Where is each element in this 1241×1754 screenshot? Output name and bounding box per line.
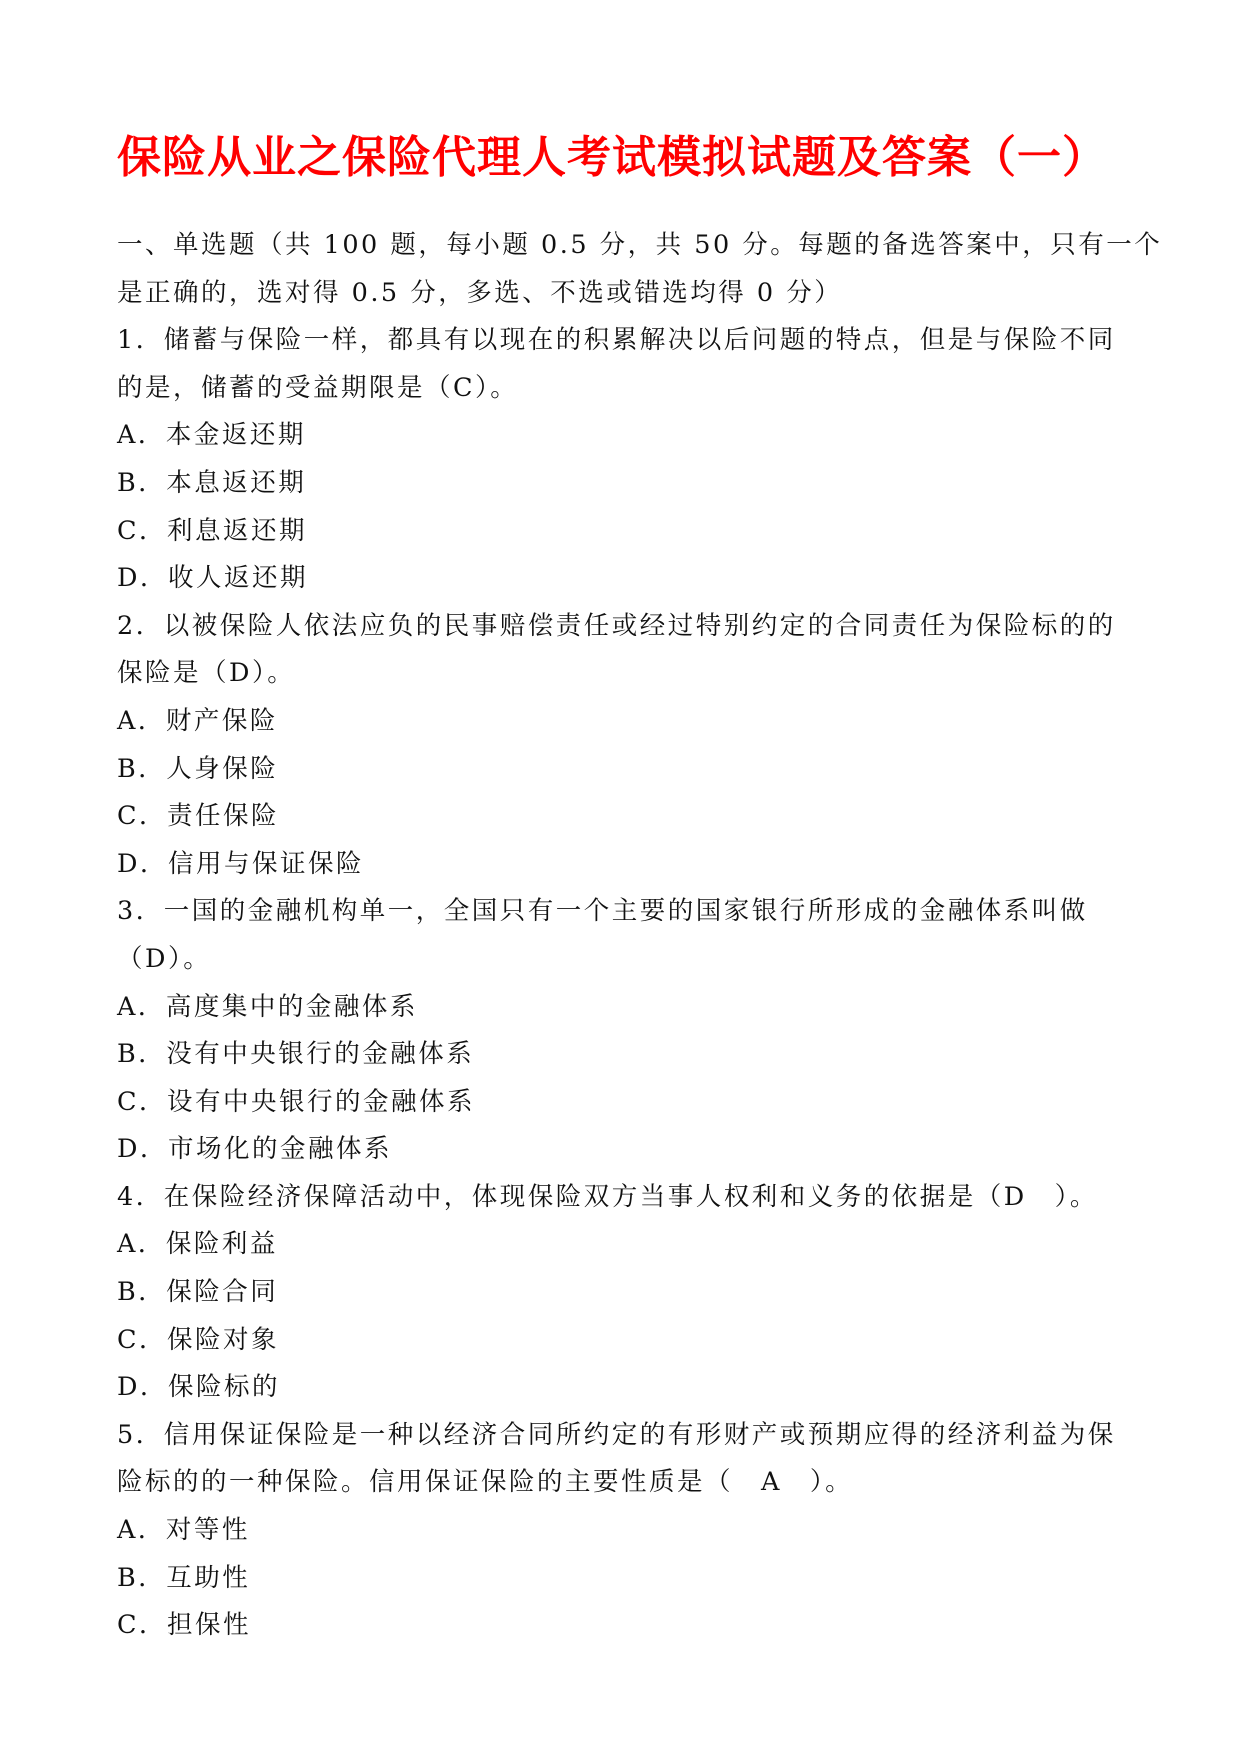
text-line: C．利息返还期 xyxy=(117,515,308,546)
text-line: A．财产保险 xyxy=(117,705,278,736)
text-line: 险标的的一种保险。信用保证保险的主要性质是（ A ）。 xyxy=(117,1467,854,1498)
text-line: 2．以被保险人依法应负的民事赔偿责任或经过特别约定的合同责任为保险标的的 xyxy=(117,610,1116,641)
text-line: B．本息返还期 xyxy=(117,467,307,498)
text-line: C．设有中央银行的金融体系 xyxy=(117,1086,476,1117)
text-line: 5．信用保证保险是一种以经济合同所约定的有形财产或预期应得的经济利益为保 xyxy=(117,1419,1116,1450)
document-body xyxy=(117,222,1163,1650)
text-line: C．保险对象 xyxy=(117,1324,280,1355)
text-line: B．互助性 xyxy=(117,1562,251,1593)
text-line: B．没有中央银行的金融体系 xyxy=(117,1039,475,1070)
text-line: A．本金返还期 xyxy=(117,420,306,451)
text-line: D．市场化的金融体系 xyxy=(117,1134,392,1165)
text-line: 一、单选题（共 100 题，每小题 0.5 分，共 50 分。每题的备选答案中，只有一个 xyxy=(117,230,1163,260)
text-line: D．信用与保证保险 xyxy=(117,848,364,879)
text-line: 是正确的，选对得 0.5 分，多选、不选或错选均得 0 分） xyxy=(117,277,843,308)
text-line: 保险是（D）。 xyxy=(117,658,296,689)
text-line: 4．在保险经济保障活动中，体现保险双方当事人权利和义务的依据是（D ）。 xyxy=(117,1181,1098,1212)
text-line: C．担保性 xyxy=(117,1610,252,1641)
text-line: A．对等性 xyxy=(117,1515,250,1546)
document-title: 保险从业之保险代理人考试模拟试题及答案（一） xyxy=(117,132,1107,183)
text-line: B．人身保险 xyxy=(117,753,279,784)
text-line: 3．一国的金融机构单一，全国只有一个主要的国家银行所形成的金融体系叫做 xyxy=(117,896,1088,927)
text-line: A．保险利益 xyxy=(117,1229,278,1260)
text-line: A．高度集中的金融体系 xyxy=(117,991,418,1022)
text-line: 1．储蓄与保险一样，都具有以现在的积累解决以后问题的特点，但是与保险不同 xyxy=(117,325,1116,356)
text-line: （D）。 xyxy=(117,943,212,974)
text-line: B．保险合同 xyxy=(117,1277,279,1308)
text-line: D．收人返还期 xyxy=(117,563,308,594)
text-line: 的是，储蓄的受益期限是（C）。 xyxy=(117,372,519,403)
text-line: C．责任保险 xyxy=(117,801,280,832)
text-line: D．保险标的 xyxy=(117,1372,280,1403)
